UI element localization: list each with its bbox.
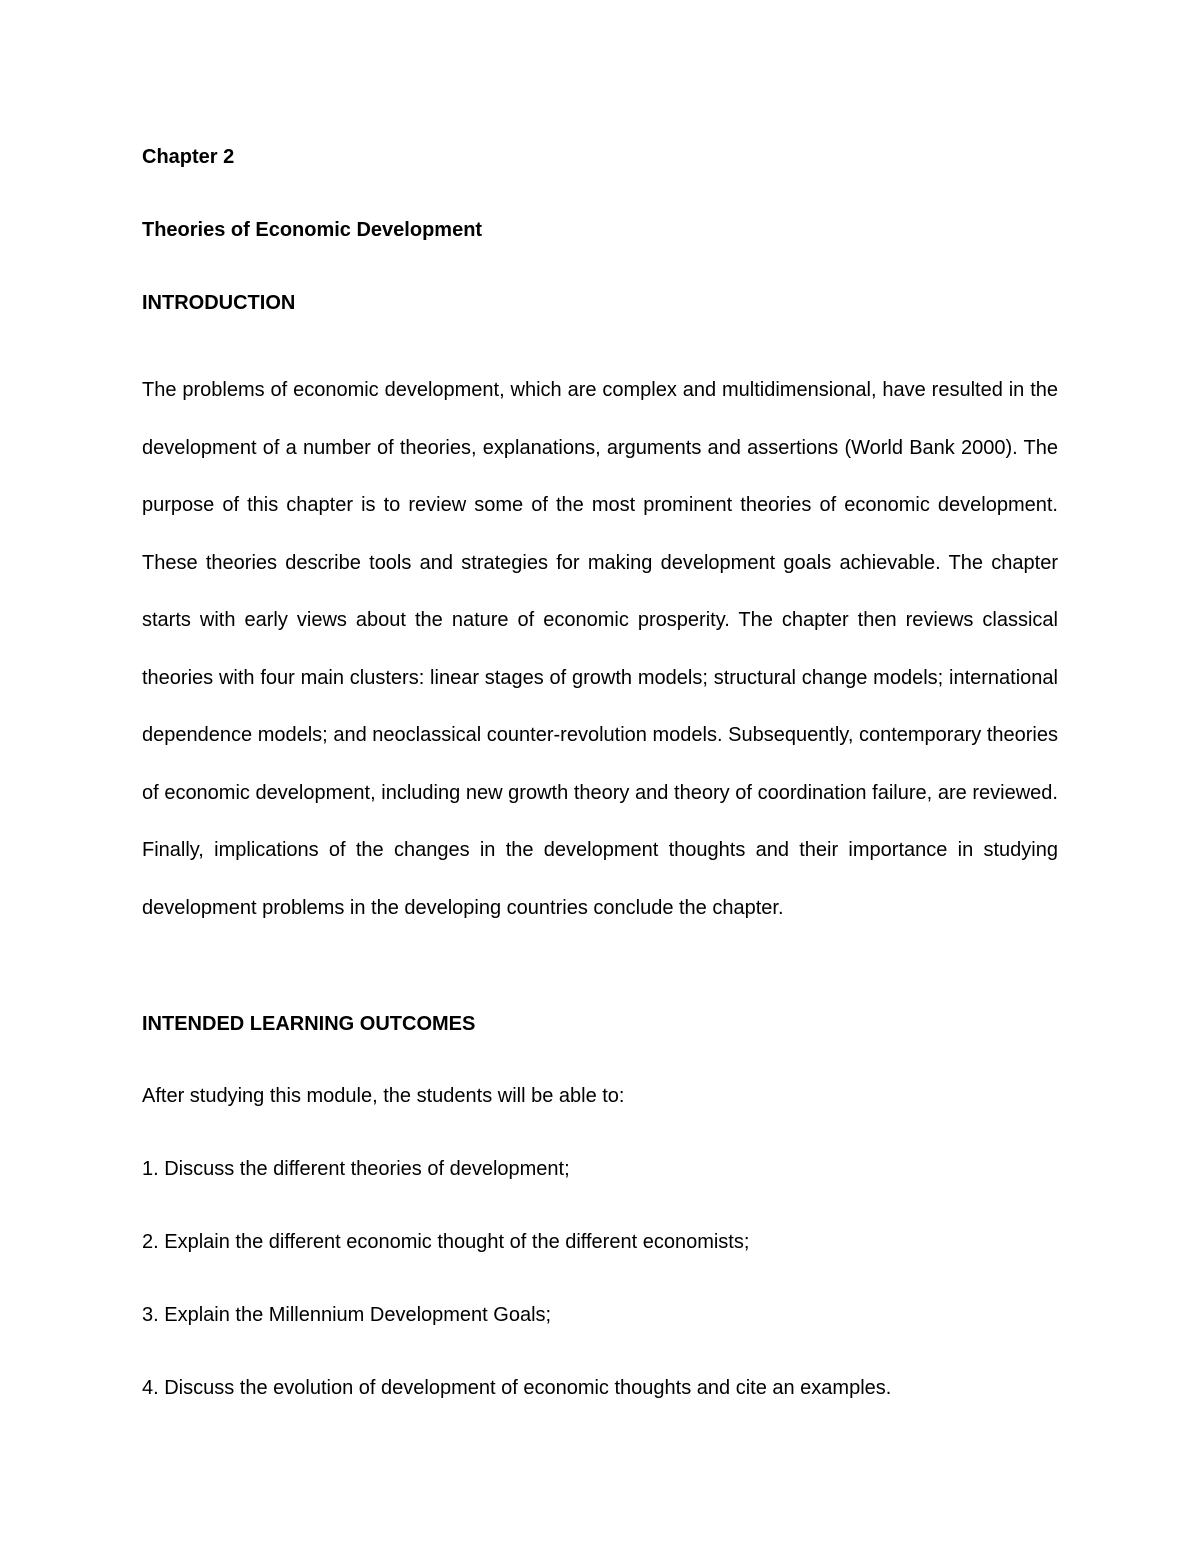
introduction-paragraph: The problems of economic development, which are complex and multidimensional, have resulted in the development of a number of theories, explanations, arguments and assertions (World Bank 2000). The purpose of this chapter is to review some of the most prominent theories of economic development. These theories describe tools and strategies for making development goals achievable. The chapter starts with early views about the nature of economic prosperity. The chapter then reviews classical theories with four main clusters: linear stages of growth models; structural change models; international dependence models; and neoclassical counter-revolution models. Subsequently, contemporary theories of economic development, including new growth theory and theory of coordination failure, are reviewed. Finally, implications of the changes in the development thoughts and their importance in studying development problems in the developing countries conclude the chapter. bbox=[142, 379, 1058, 919]
outcomes-intro: After studying this module, the students will be able to: bbox=[142, 1085, 625, 1107]
outcomes-heading: INTENDED LEARNING OUTCOMES bbox=[142, 1013, 476, 1035]
outcome-item-4: 4. Discuss the evolution of development of economic thoughts and cite an examples. bbox=[142, 1377, 892, 1399]
introduction-heading: INTRODUCTION bbox=[142, 292, 296, 314]
outcome-item-3: 3. Explain the Millennium Development Goals; bbox=[142, 1304, 552, 1326]
chapter-label: Chapter 2 bbox=[142, 146, 235, 168]
outcome-item-1: 1. Discuss the different theories of development; bbox=[142, 1158, 570, 1180]
chapter-title: Theories of Economic Development bbox=[142, 219, 483, 241]
outcome-item-2: 2. Explain the different economic thought of the different economists; bbox=[142, 1231, 750, 1253]
